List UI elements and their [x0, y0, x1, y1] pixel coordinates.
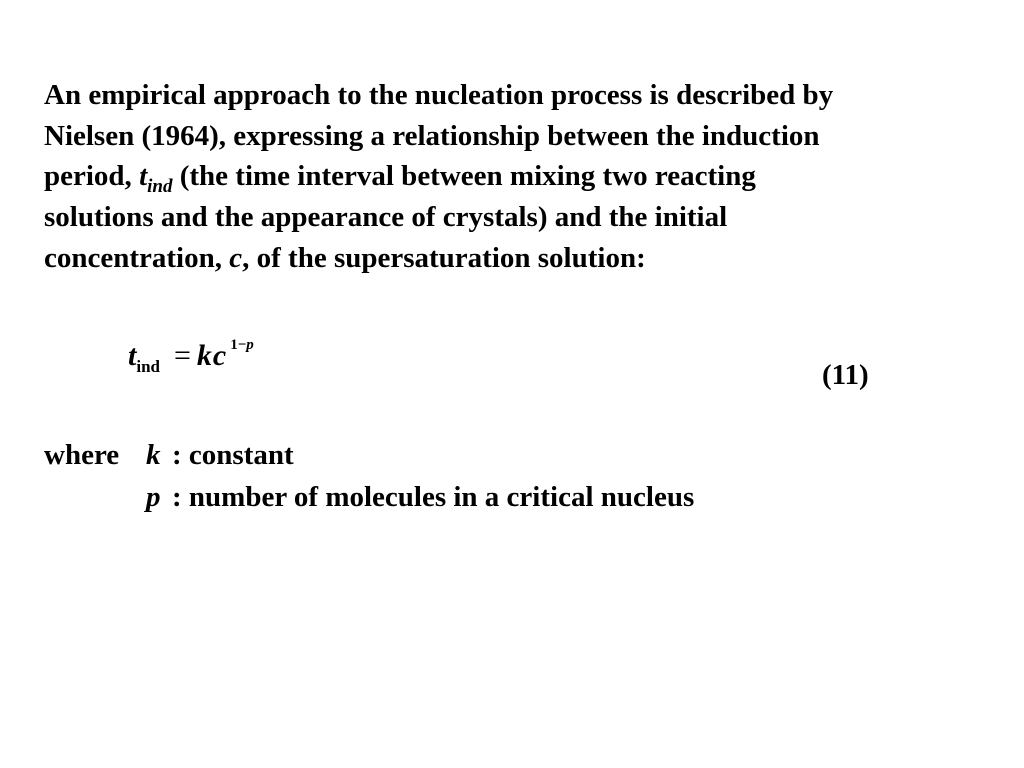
definition-description-k: : constant [172, 439, 294, 471]
induction-time-symbol: t [139, 160, 148, 193]
equation-lhs-subscript: ind [136, 357, 160, 376]
equation-lhs-symbol: t [128, 339, 137, 372]
definition-description-p: : number of molecules in a critical nucleus [172, 481, 695, 513]
induction-time-subscript: ind [147, 176, 173, 198]
paragraph-line-1: An empirical approach to the nucleation process is described by [44, 79, 834, 111]
paragraph-line-4: solutions and the appearance of crystals) and the initial [44, 201, 728, 234]
paragraph-line-5-start: concentration, [44, 241, 230, 274]
equation-exponent [230, 337, 254, 353]
paragraph-line-5-end: , of the supersaturation solution: [242, 241, 646, 274]
equation-exponent-prefix: 1− [230, 337, 247, 353]
paragraph-line-2: Nielsen (1964), expressing a relationship between the induction [44, 119, 820, 152]
paragraph-line-3 [44, 156, 984, 197]
definition-symbol-p: p [146, 481, 161, 513]
equation-exponent-variable: p [246, 337, 254, 353]
paragraph-line-3-end: (the time interval between mixing two reacting [172, 160, 756, 193]
definition-symbol-k: k [146, 439, 161, 471]
equation-11 [128, 336, 254, 376]
intro-paragraph [44, 75, 984, 279]
paragraph-line-5 [44, 238, 984, 279]
equation-rhs: kc [196, 339, 228, 372]
equation-number: (11) [822, 359, 869, 391]
equation-equals-sign: = [173, 339, 191, 372]
paragraph-line-3-start: period, [44, 160, 140, 193]
where-label: where [44, 439, 120, 471]
concentration-symbol: c [229, 241, 243, 274]
